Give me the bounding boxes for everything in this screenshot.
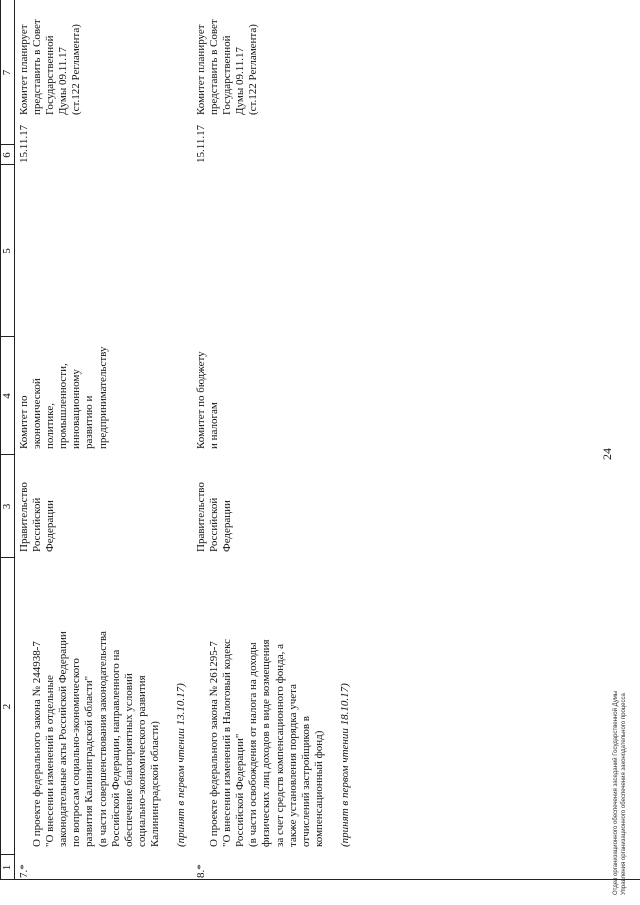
footer-line-1: Отдел организационного обеспечения заседаний Государственной Думы [613,690,619,895]
bill-title: О проекте федерального закона № 261295-7 "О внесении изменений в Налоговый кодекс Российской Федерации" (в части освобождения от налога на доходы физических лиц доходов в виде возмещения за счет средств компенсационного фонда, а также установления порядка учета отчислений застройщиков в компенсационный фонд) [208,638,325,847]
deadline-date: 15.11.17 [18,124,30,163]
initiator: Правительство Российской Федерации [195,482,234,552]
bill-description [195,555,365,847]
bill-title: О проекте федерального закона № 244938-7 "О внесении изменений в отдельные законодательные акты Российской Федерации по вопросам социально-экономического развития Калининградской области" (в части совершенствования законодательства Российской Федерации, направленного на обеспечение благоприятных условий социально-экономического развития Калининградской области) [31,631,161,847]
initiator: Правительство Российской Федерации [18,482,57,552]
header-col-2: 2 [1,703,13,710]
responsible-committee: Комитет по экономической политике, промышленности, инновационному развитию и предпринимательству [18,346,109,449]
bill-description [18,555,201,847]
committee-note: Комитет планирует представить в Совет Государственной Думы 09.11.17 (ст.122 Регламента) [195,19,260,115]
committee-note: Комитет планирует представить в Совет Государственной Думы 09.11.17 (ст.122 Регламента) [18,19,83,115]
responsible-committee: Комитет по бюджету и налогам [195,351,221,449]
header-bottom-border [14,0,15,880]
row-number: 8.* [195,864,207,878]
header-col-3: 3 [1,503,13,510]
header-col-4: 4 [1,393,13,399]
bill-status: (принят в первом чтении 18.10.17) [339,683,352,847]
header-col-1: 1 [1,864,13,871]
deadline-date: 15.11.17 [195,124,207,163]
bill-status: (принят в первом чтении 13.10.17) [175,683,188,847]
page-number: 24 [600,448,614,460]
header-col-7: 7 [1,69,13,76]
row-number: 7.* [18,864,30,878]
footer-line-2: Управления организационного обеспечения законодательного процесса [621,693,627,895]
header-col-6: 6 [1,152,13,158]
header-col-5: 5 [1,248,13,254]
table-left-border [0,879,640,880]
